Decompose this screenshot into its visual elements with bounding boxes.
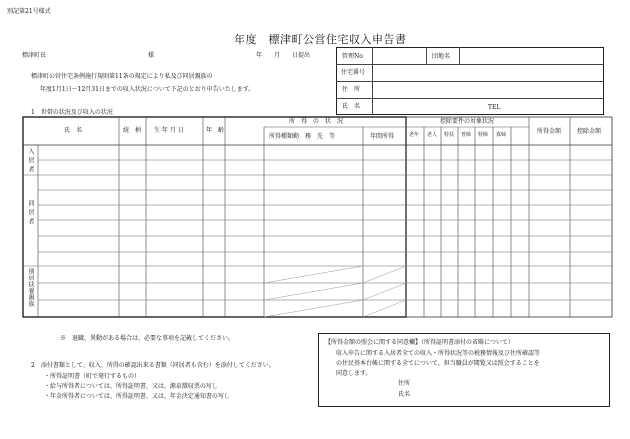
col-workplace: 勤 務 先 等 (293, 133, 336, 140)
consent-line-1: 収入申告に関する入居者全ての収入・所得状況等の税務情報及び住所確認等 (336, 350, 541, 357)
kanri-no-label: 管理No (342, 53, 363, 60)
col-income-status: 所 得 の 状 況 (289, 118, 344, 125)
note-2-lead: 2 添付書類として、収入、所得の確認出来る書類（同居者も含む）を添付してください。 (31, 362, 275, 369)
note-1: ※ 退職、異動がある場合は、必要な事項を記載してください。 (60, 335, 235, 342)
addressee: 標津町長 (22, 52, 47, 59)
col-name: 氏 名 (64, 127, 83, 134)
consent-title: 【所得金額の照会に関する同意欄】（所得証明書添付の省略について） (325, 339, 514, 346)
col-disabled: 普障 (461, 132, 472, 138)
col-relation: 続 柄 (123, 127, 142, 134)
form-title: 年度 標津町公営住宅収入申告書 (234, 33, 407, 46)
col-aged: 老人 (427, 132, 438, 138)
row-group-cohabitant: 同居者 (27, 200, 34, 227)
col-deduction-title: 控除要件の対象状況 (440, 118, 495, 125)
row-group-applicant: 入居者 (27, 148, 34, 175)
note-2-item-3: ・年金所得者については、所得証明書、又は、年金決定通知書の写し (44, 393, 230, 400)
col-elderly: 老年 (409, 132, 420, 138)
consent-name-label: 氏名 (398, 391, 411, 398)
honorific: 様 (148, 52, 155, 59)
consent-address-label: 住所 (398, 380, 411, 387)
col-special-disabled: 特障 (478, 132, 489, 138)
col-deduction-amount: 控除金額 (577, 128, 602, 135)
section-1-title: 1 世帯の状況及び収入の状況 (31, 109, 113, 116)
intro-line-1: 標津町公営住宅条例施行規則第11条の規定により私及び同居親族の (31, 73, 213, 80)
note-2-item-2: ・給与所得者については、所得証明書、又は、源泉徴収票の写し (44, 383, 218, 390)
tel-label: TEL (488, 104, 501, 111)
note-2-item-1: ・所得証明書（町で発行するもの） (44, 373, 141, 380)
consent-line-2: の住民基本台帳に関する全てについて、担当職員が閲覧又は照会することを (336, 360, 540, 367)
col-widow: 寡婦 (496, 132, 507, 138)
col-special: 特扶 (444, 132, 455, 138)
intro-line-2: 年度1月1日～12月31日までの収入状況について下記のとおり申告いたします。 (40, 86, 255, 93)
danchi-name-label: 団地名 (432, 53, 451, 60)
submission-date: 年 月 日提出 (256, 52, 311, 59)
col-annual-income: 年間所得 (370, 133, 395, 140)
address-label: 住 所 (342, 86, 361, 93)
col-birthdate: 生 年 月 日 (154, 127, 184, 134)
col-income-type: 所得種類 (269, 133, 294, 140)
house-number-label: 住宅番号 (341, 69, 366, 76)
col-age: 年 齢 (206, 127, 225, 134)
consent-line-3: 同意します。 (336, 370, 372, 377)
name-label: 氏 名 (342, 103, 361, 110)
row-group-dependent: 別居扶養親族 (27, 268, 34, 307)
form-number: 別記第21号様式 (7, 8, 51, 15)
col-income-amount: 所得金額 (537, 128, 562, 135)
